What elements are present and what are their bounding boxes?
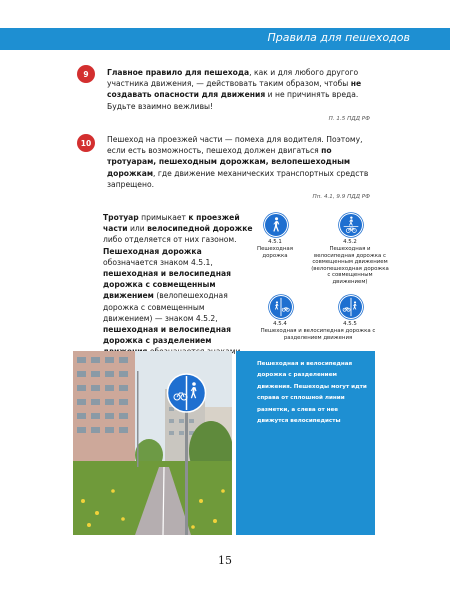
para-part: Тротуар: [103, 213, 139, 222]
rule-text-part: по тротуарам, пешеходным дорожкам, велопешеходным дорожкам: [107, 146, 351, 178]
rule-source: П. 1.5 ПДД РФ: [328, 115, 370, 122]
rule-source: Пп. 4.1, 9.9 ПДД РФ: [312, 194, 370, 201]
page-number: 15: [218, 554, 232, 567]
sign-code: 4.5.1: [268, 239, 282, 245]
para-part: к проезжей части: [103, 213, 240, 234]
rule-block: [80, 134, 370, 203]
para-part: или: [127, 224, 148, 234]
para-part: примыкает: [138, 213, 189, 222]
para-part: пешеходная и велосипедная дорожка с совмещенным движением: [103, 269, 232, 301]
rule-text-part: Главное правило для пешехода: [107, 68, 250, 77]
sign-caption: Пешеходная и велосипедная дорожка с совмещенным движением (велопешеходная дорожка с совмещенным движением): [311, 246, 389, 285]
rule-text-part: не создавать опасности для движения: [107, 79, 362, 100]
photo-caption: Пешеходная и велосипедная дорожка с разделением движения. Пешеходы могут идти справа от сплошной линии разметки, а слева от нее движутся велосипедисты: [257, 361, 367, 425]
pedestrian-bicycle-shared-sign-icon: [339, 213, 363, 237]
rule-block: [80, 67, 370, 125]
road-signs-panel: [256, 210, 389, 350]
rule-text-part: Пешеход на проезжей части — помеха для водителя. Поэтому, если есть возможность, пешеход должен двигаться: [107, 135, 363, 156]
rule-text-part: и не причинять вреда. Будьте взаимно вежливы!: [107, 90, 359, 111]
photo-caption-box: [236, 351, 375, 535]
sidewalk-paragraph: [103, 212, 253, 369]
rule-text-part: , как и для любого другого участника движения, — действовать таким образом, чтобы: [107, 68, 359, 89]
para-part: велосипедной дорожке: [147, 224, 253, 234]
rule-number-badge: 9: [77, 65, 95, 83]
pedestrian-sign-icon: [264, 213, 288, 237]
section-title: Правила для пешеходов: [267, 31, 410, 44]
bicycle-pedestrian-separated-sign-icon: [339, 295, 363, 319]
rule-text-part: , где движение механических транспортных средств запрещено.: [107, 168, 369, 189]
para-part: пешеходная и велосипедная дорожка с разделением: [103, 325, 232, 346]
sign-shared-caption: Пешеходная и велосипедная дорожка с разделением движения: [260, 328, 376, 341]
sign-caption: Пешеходная дорожка: [257, 246, 293, 259]
sign-code: 4.5.5: [343, 321, 357, 327]
sign-code: 4.5.4: [273, 321, 287, 327]
para-part: (велопешеходная дорожка с совмещенным движением) — знаком 4.5.2,: [103, 291, 228, 323]
rule-text: [107, 134, 370, 190]
pedestrian-bicycle-separated-sign-icon: [269, 295, 293, 319]
para-part: Пешеходная дорожка: [103, 246, 202, 256]
sign-code: 4.5.2: [343, 239, 357, 245]
para-part: обозначается знаком 4.5.1,: [103, 257, 213, 267]
rule-number-badge: 10: [77, 134, 95, 152]
street-photo: [73, 351, 232, 535]
rule-text: [107, 67, 370, 112]
para-part: либо отделяется от них газоном.: [103, 235, 237, 245]
